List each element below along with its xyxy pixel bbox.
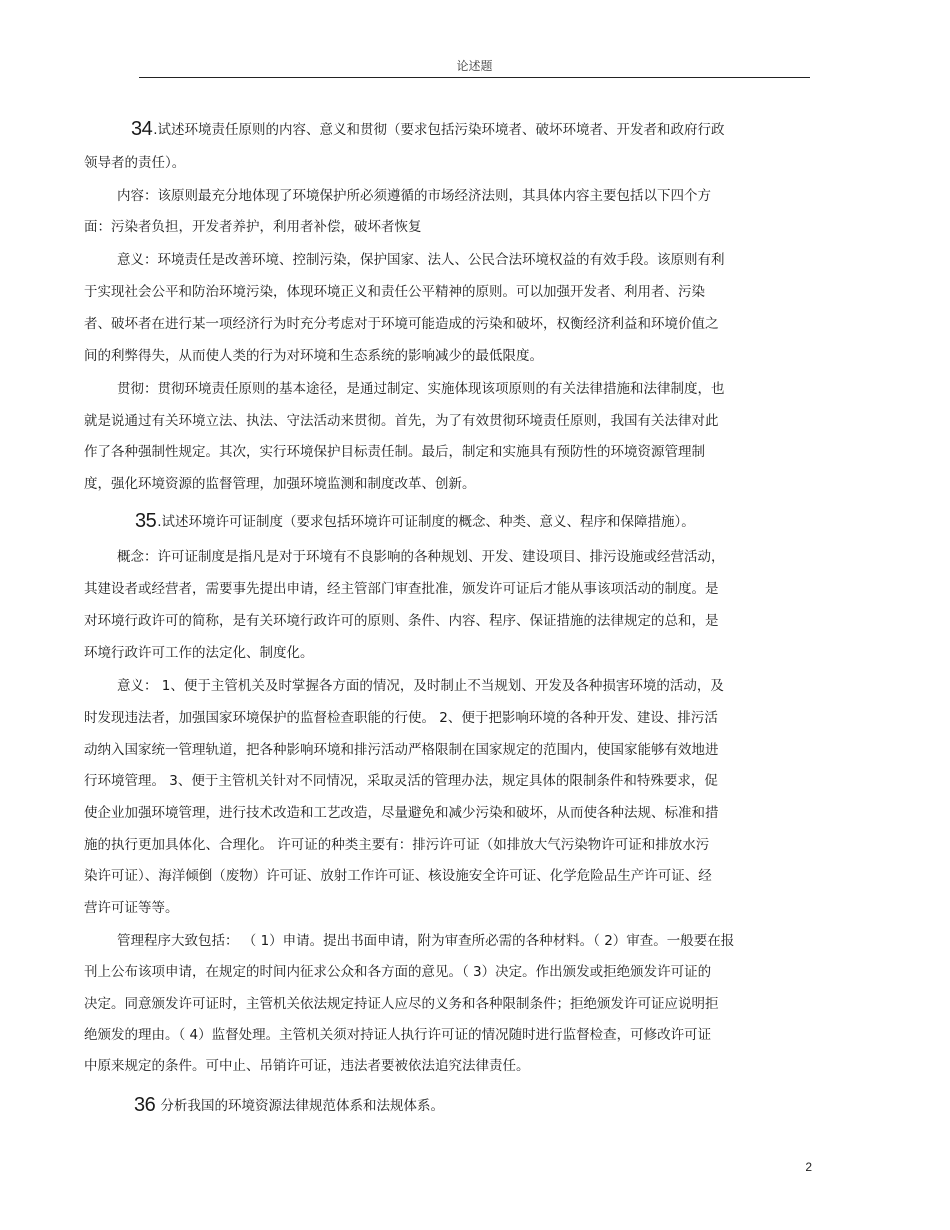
question-number: 34	[131, 118, 153, 140]
question-36-heading	[134, 1096, 444, 1115]
paragraph-line: 就是说通过有关环境立法、执法、守法活动来贯彻。首先，为了有效贯彻环境责任原则，我国有关法律对此	[84, 413, 719, 429]
paragraph-line: 其建设者或经营者，需要事先提出申请，经主管部门审查批准，颁发许可证后才能从事该项活动的制度。是	[84, 581, 719, 597]
paragraph-line: 面：污染者负担，开发者养护，利用者补偿，破坏者恢复	[84, 219, 422, 235]
paragraph-line: 间的利弊得失，从而使人类的行为对环境和生态系统的影响减少的最低限度。	[84, 348, 543, 364]
paragraph-line: 染许可证）、海洋倾倒（废物）许可证、放射工作许可证、核设施安全许可证、化学危险品生产许可证、经	[84, 868, 712, 884]
question-title: 分析我国的环境资源法律规范体系和法规体系。	[156, 1098, 445, 1114]
paragraph-line: 度，强化环境资源的监督管理，加强环境监测和制度改革、创新。	[84, 476, 476, 492]
paragraph-line: 环境行政许可工作的法定化、制度化。	[84, 645, 314, 661]
paragraph-line: 营许可证等等。	[84, 900, 179, 916]
paragraph-line: 决定。同意颁发许可证时，主管机关依法规定持证人应尽的义务和各种限制条件；拒绝颁发许可证应说明拒	[84, 996, 719, 1012]
paragraph-line: 绝颁发的理由。（ 4）监督处理。主管机关须对持证人执行许可证的情况随时进行监督检查，可修改许可证	[84, 1027, 712, 1043]
paragraph-line: 于实现社会公平和防治环境污染，体现环境正义和责任公平精神的原则。可以加强开发者、利用者、污染	[84, 284, 705, 300]
paragraph-line: 施的执行更加具体化、合理化。 许可证的种类主要有：排污许可证（如排放大气污染物许可证和排放水污	[84, 837, 710, 853]
header-divider	[139, 77, 810, 78]
question-title: .试述环境责任原则的内容、意义和贯彻（要求包括污染环境者、破坏环境者、开发者和政府行政	[153, 122, 725, 138]
paragraph-line: 意义： 1、便于主管机关及时掌握各方面的情况，及时制止不当规划、开发及各种损害环境的活动，及	[117, 678, 724, 694]
question-35-heading	[135, 512, 695, 531]
paragraph-line: 中原来规定的条件。可中止、吊销许可证，违法者要被依法追究法律责任。	[84, 1058, 530, 1074]
paragraph-line: 动纳入国家统一管理轨道，把各种影响环境和排污活动严格限制在国家规定的范围内，使国家能够有效地进	[84, 742, 719, 758]
question-34-heading	[131, 120, 725, 139]
paragraph-line: 贯彻：贯彻环境责任原则的基本途径，是通过制定、实施体现该项原则的有关法律措施和法律制度，也	[117, 381, 725, 397]
question-title: .试述环境许可证制度（要求包括环境许可证制度的概念、种类、意义、程序和保障措施）。	[157, 514, 695, 530]
page-number: 2	[805, 1160, 812, 1174]
paragraph-line: 内容：该原则最充分地体现了环境保护所必须遵循的市场经济法则，其具体内容主要包括以下四个方	[117, 188, 711, 204]
paragraph-line: 使企业加强环境管理，进行技术改造和工艺改造，尽量避免和减少污染和破坏，从而使各种法规、标准和措	[84, 805, 719, 821]
paragraph-line: 时发现违法者，加强国家环境保护的监督检查职能的行使。 2、便于把影响环境的各种开发、建设、排污活	[84, 710, 718, 726]
paragraph-line: 领导者的责任）。	[84, 155, 186, 171]
paragraph-line: 行环境管理。 3、便于主管机关针对不同情况，采取灵活的管理办法，规定具体的限制条件和特殊要求，促	[84, 773, 718, 789]
paragraph-line: 对环境行政许可的简称，是有关环境行政许可的原则、条件、内容、程序、保证措施的法律规定的总和，是	[84, 613, 719, 629]
paragraph-line: 意义：环境责任是改善环境、控制污染，保护国家、法人、公民合法环境权益的有效手段。该原则有利	[117, 252, 725, 268]
page-header: 论述题	[456, 59, 493, 73]
question-number: 35	[135, 510, 157, 532]
question-number: 36	[134, 1094, 156, 1116]
paragraph-line: 管理程序大致包括： （ 1）申请。提出书面申请，附为审查所必需的各种材料。（ 2）审查。一般要在报	[117, 933, 735, 949]
paragraph-line: 刊上公布该项申请，在规定的时间内征求公众和各方面的意见。（ 3）决定。作出颁发或拒绝颁发许可证的	[84, 964, 712, 980]
paragraph-line: 者、破坏者在进行某一项经济行为时充分考虑对于环境可能造成的污染和破坏，权衡经济利益和环境价值之	[84, 316, 719, 332]
paragraph-line: 概念：许可证制度是指凡是对于环境有不良影响的各种规划、开发、建设项目、排污设施或经营活动，	[117, 549, 725, 565]
paragraph-line: 作了各种强制性规定。其次，实行环境保护目标责任制。最后，制定和实施具有预防性的环境资源管理制	[84, 444, 705, 460]
